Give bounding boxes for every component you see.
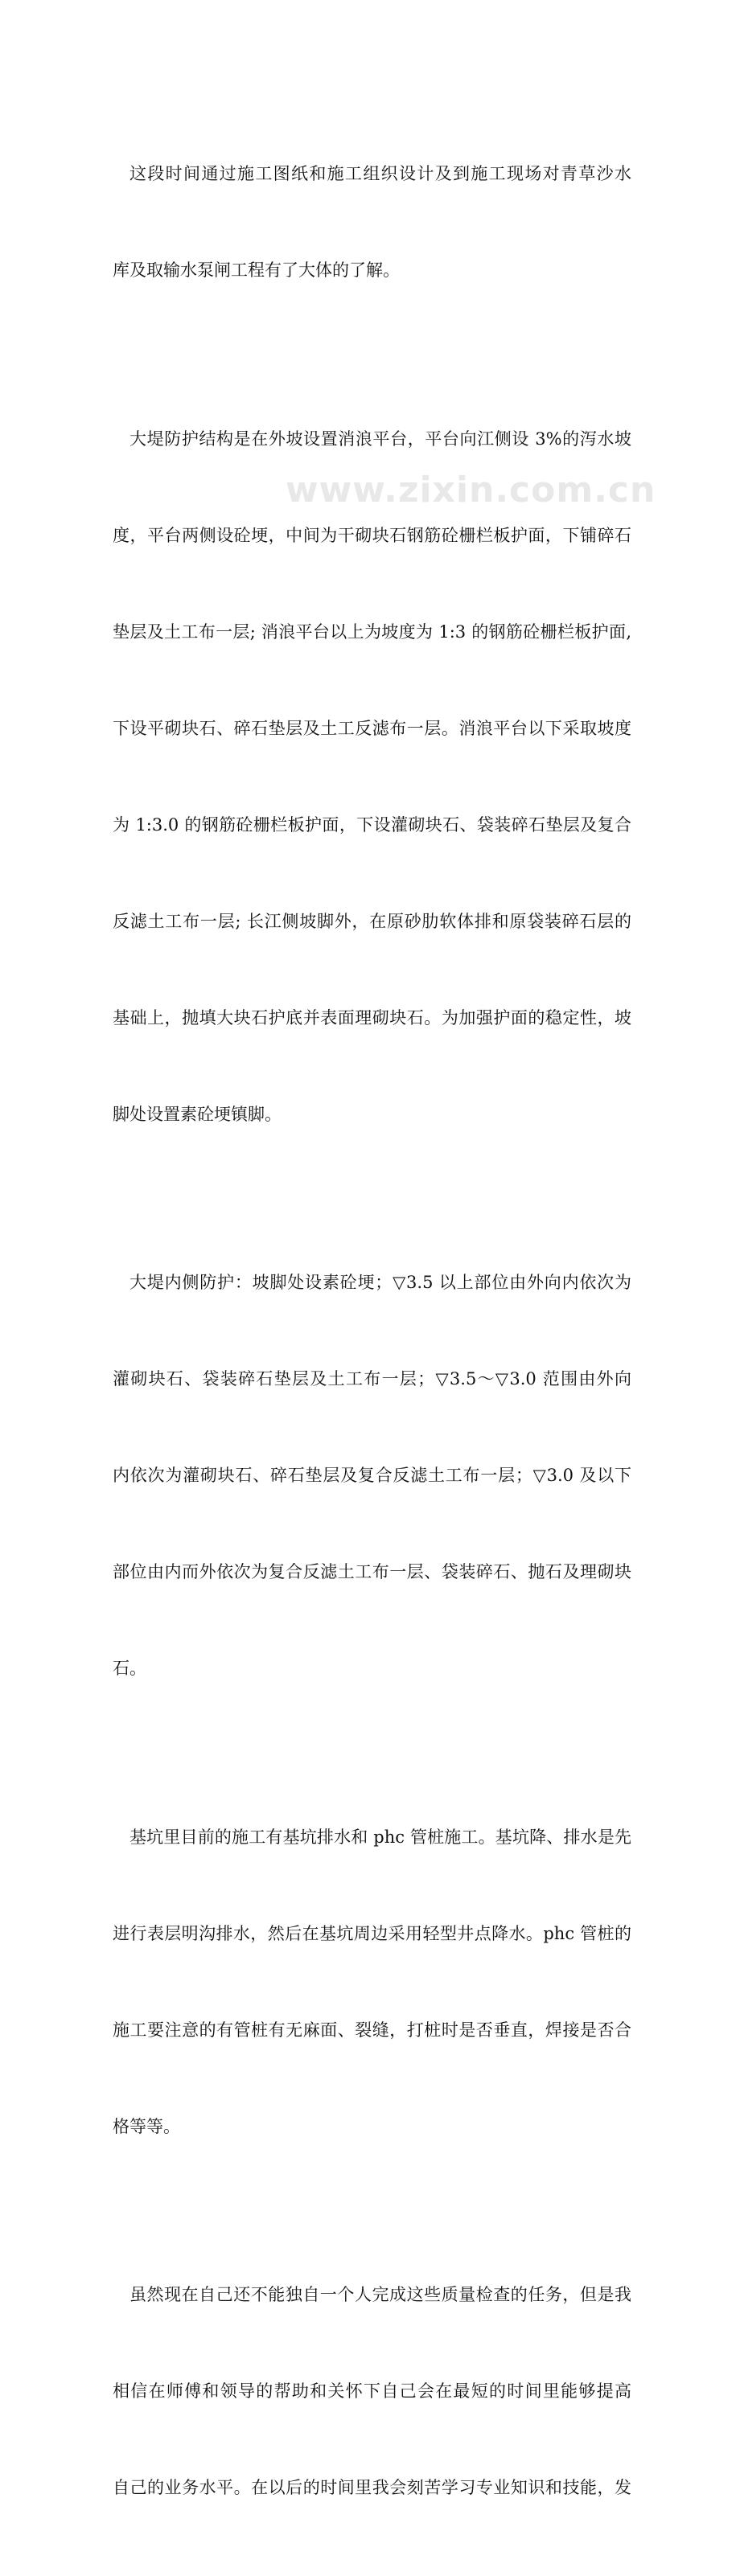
text-line: 基坑里目前的施工有基坑排水和 phc 管桩施工。基坑降、排水是先 xyxy=(130,1827,631,1847)
text-line: 这段时间通过施工图纸和施工组织设计及到施工现场对青草沙水 xyxy=(130,164,631,183)
text-line: 大堤内侧防护：坡脚处设素砼埂；▽3.5 以上部位由外向内依次为 xyxy=(130,1273,631,1293)
text-line: 格等等。 xyxy=(113,2116,180,2136)
text-line: 部位由内而外依次为复合反滤土工布一层、袋装碎石、抛石及理砌块 xyxy=(113,1562,631,1582)
watermark: www.zixin.com.cn xyxy=(286,470,656,511)
text-line: 脚处设置素砼埂镇脚。 xyxy=(113,1104,282,1124)
text-line: 进行表层明沟排水，然后在基坑周边采用轻型井点降水。phc 管桩的 xyxy=(113,1923,631,1943)
paragraph-2 xyxy=(113,359,631,1195)
text-line: 石。 xyxy=(113,1659,146,1679)
paragraph-5 xyxy=(113,2214,631,2568)
text-line: 自己的业务水平。在以后的时间里我会刻苦学习专业知识和技能，发 xyxy=(113,2478,631,2498)
text-line: 虽然现在自己还不能独自一个人完成这些质量检查的任务，但是我 xyxy=(130,2285,631,2305)
text-line: 库及取输水泵闸工程有了大体的了解。 xyxy=(113,260,400,280)
document-body xyxy=(113,93,631,2576)
text-line: 灌砌块石、袋装碎石垫层及土工布一层；▽3.5～▽3.0 范围由外向 xyxy=(113,1369,631,1389)
text-line: 度，平台两侧设砼埂，中间为干砌块石钢筋砼栅栏板护面，下铺碎石 xyxy=(113,525,631,545)
text-line: 大堤防护结构是在外坡设置消浪平台，平台向江侧设 3%的泻水坡 xyxy=(130,429,631,449)
paragraph-3 xyxy=(113,1202,631,1749)
text-line: 基础上，抛填大块石护底并表面理砌块石。为加强护面的稳定性，坡 xyxy=(113,1007,631,1028)
paragraph-1 xyxy=(113,93,631,351)
text-line: 内依次为灌砌块石、碎石垫层及复合反滤土工布一层；▽3.0 及以下 xyxy=(113,1466,631,1486)
text-line: 下设平砌块石、碎石垫层及土工反滤布一层。消浪平台以下采取坡度 xyxy=(113,718,631,738)
text-line: 施工要注意的有管桩有无麻面、裂缝，打桩时是否垂直，焊接是否合 xyxy=(113,2020,631,2040)
text-line: 反滤土工布一层; 长江侧坡脚外，在原砂肋软体排和原袋装碎石层的 xyxy=(113,911,631,931)
text-line: 相信在师傅和领导的帮助和关怀下自己会在最短的时间里能够提高 xyxy=(113,2381,631,2402)
text-line: 为 1:3.0 的钢筋砼栅栏板护面，下设灌砌块石、袋装碎石垫层及复合 xyxy=(113,814,631,835)
text-line: 垫层及土工布一层; 消浪平台以上为坡度为 1:3 的钢筋砼栅栏板护面, xyxy=(113,621,631,642)
paragraph-4 xyxy=(113,1757,631,2207)
